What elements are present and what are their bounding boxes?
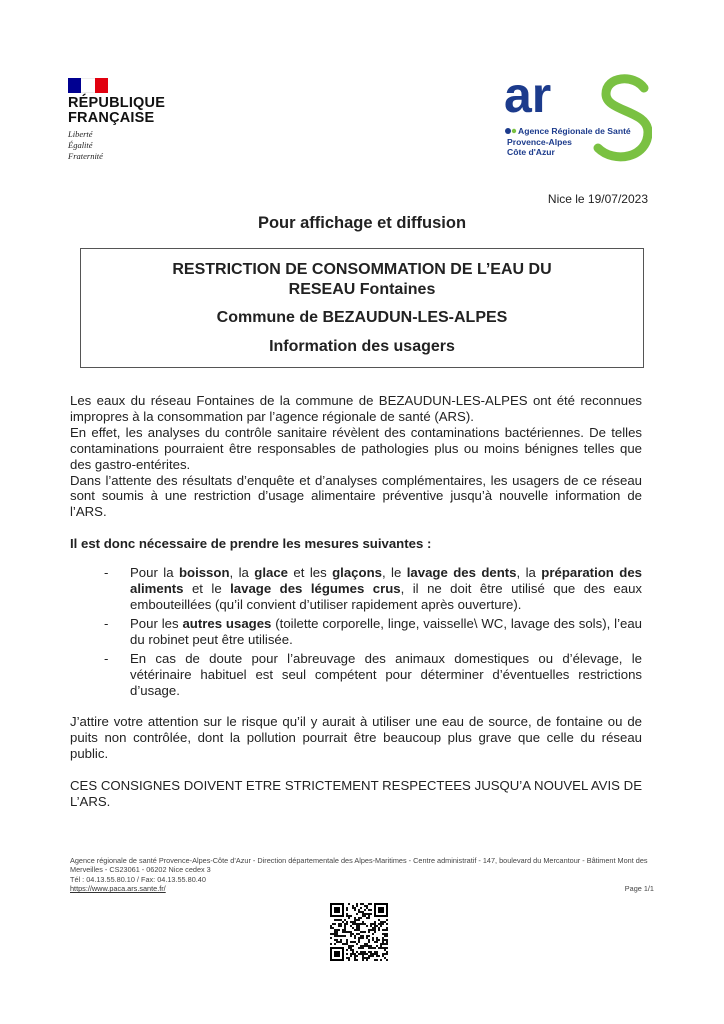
measure-item-2: - Pour les autres usages (toilette corporelle, linge, vaisselle\ WC, lavage des sols), l’eau du robinet peut être utilisée. <box>130 616 642 648</box>
page-number: Page 1/1 <box>624 884 654 894</box>
footer <box>70 856 654 894</box>
paragraph-3: Dans l’attente des résultats d’enquête et d’analyses complémentaires, les usagers de ce réseau sont soumis à une restriction d’usage alimentaire préventive jusqu’à nouvelle information de l’ARS. <box>70 472 642 520</box>
motto-egalite: Égalité <box>68 140 93 150</box>
paragraph-4: J’attire votre attention sur le risque qu’il y aurait à utiliser une eau de source, de fontaine ou de puits non contrôlée, dont la pollution pourrait être beaucoup plus grave que celle du réseau public. <box>70 714 642 762</box>
motto-fraternite: Fraternité <box>68 151 103 161</box>
paragraph-2: En effet, les analyses du contrôle sanitaire révèlent des contaminations bactériennes. De telles contaminations pourraient être responsables de pathologies plus ou moins bénignes telles que des gastro-entérites. <box>70 424 642 472</box>
ars-agency-name: Agence Régionale de Santé <box>518 126 631 136</box>
motto-liberte: Liberté <box>68 129 93 139</box>
measures-list <box>70 565 642 698</box>
title-line1b: RESEAU Fontaines <box>288 281 436 298</box>
ars-region-line1: Provence-Alpes <box>507 137 572 147</box>
footer-phone: Tél : 04.13.55.80.10 / Fax: 04.13.55.80.40 <box>70 874 206 884</box>
ars-region-line2: Côte d'Azur <box>507 147 555 157</box>
francaise-line: FRANÇAISE <box>68 110 155 126</box>
ars-word: ar <box>504 72 552 123</box>
title-line1 <box>81 260 643 300</box>
measures-intro: Il est donc nécessaire de prendre les mesures suivantes : <box>70 536 432 552</box>
information-title: Information des usagers <box>269 338 455 355</box>
qr-code-icon <box>330 903 388 961</box>
document-heading: Pour affichage et diffusion <box>257 214 467 232</box>
republique-francaise-logo <box>68 78 165 162</box>
measure-item-3: - En cas de doute pour l’abreuvage des animaux domestiques ou d’élevage, le vétérinaire habituel est seul compétent pour déterminer d’éventuelles restrictions d’usage. <box>130 651 642 699</box>
measure-item-1: - Pour la boisson, la glace et les glaçons, le lavage des dents, la préparation des aliments et le lavage des légumes crus, il ne doit être utilisé que des eaux embouteillées (qu’il convient d’utiliser rapidement après ouverture). <box>130 565 642 613</box>
motto <box>68 129 165 162</box>
republique-line: RÉPUBLIQUE <box>68 95 166 111</box>
document-date: Nice le 19/07/2023 <box>547 192 648 206</box>
body-text <box>70 393 642 810</box>
paragraph-5: CES CONSIGNES DOIVENT ETRE STRICTEMENT RESPECTEES JUSQU’A NOUVEL AVIS DE L’ARS. <box>70 778 642 810</box>
commune-title: Commune de BEZAUDUN-LES-ALPES <box>216 309 508 326</box>
ars-logo <box>502 72 652 172</box>
title-box <box>80 248 644 368</box>
footer-website-link[interactable]: https://www.paca.ars.sante.fr/ <box>70 884 166 894</box>
marianne-flag-icon <box>68 78 108 93</box>
paragraph-1: Les eaux du réseau Fontaines de la commune de BEZAUDUN-LES-ALPES ont été reconnues impropres à la consommation par l’agence régionale de santé (ARS). <box>70 393 642 424</box>
footer-address: Agence régionale de santé Provence-Alpes-Côte d’Azur - Direction départementale des Alpes-Maritimes - Centre administratif - 147, boulevard du Mercantour - Bâtiment Mont des Merveilles - CS23061 - 06202 Nice cedex 3 <box>70 856 648 875</box>
title-line1a: RESTRICTION DE CONSOMMATION DE L’EAU DU <box>172 261 552 278</box>
